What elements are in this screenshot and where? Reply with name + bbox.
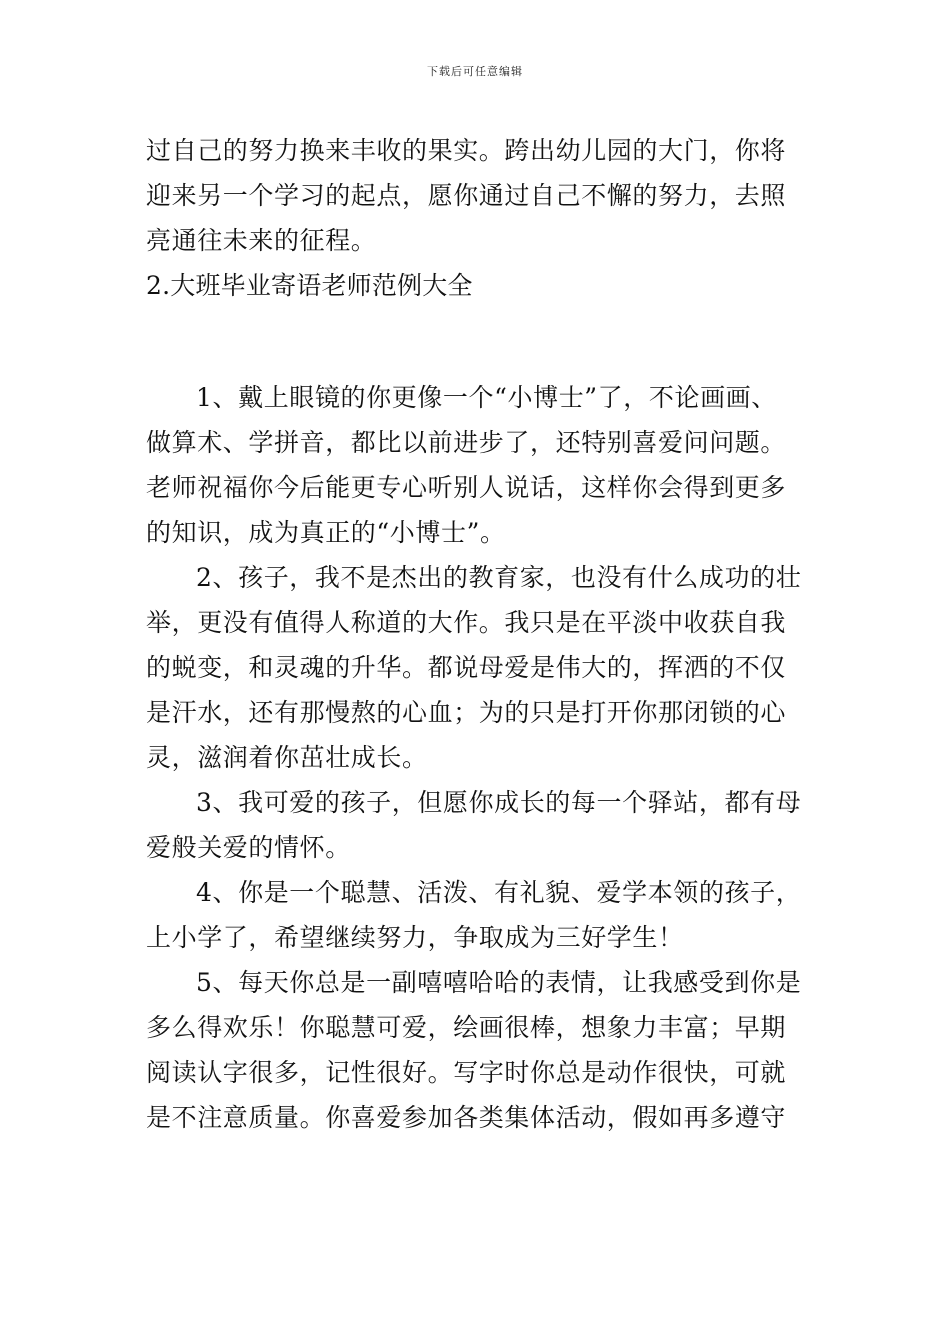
text-line: 是汗水，还有那慢熬的心血；为的只是打开你那闭锁的心 — [146, 698, 787, 727]
paragraph-3 — [146, 780, 810, 870]
paragraph-1 — [146, 375, 810, 555]
section-heading: 2.大班毕业寄语老师范例大全 — [146, 271, 473, 300]
text-line: 1、戴上眼镜的你更像一个“小博士”了，不论画画、 — [196, 383, 777, 412]
blank-space — [146, 308, 810, 375]
paragraph-2 — [146, 555, 810, 780]
document-body — [146, 128, 810, 1140]
text-line: 做算术、学拼音，都比以前进步了，还特别喜爱问问题。 — [146, 428, 787, 457]
text-line: 亮通往未来的征程。 — [146, 226, 377, 255]
text-line: 4、你是一个聪慧、活泼、有礼貌、爱学本领的孩子， — [196, 878, 802, 907]
text-line: 举，更没有值得人称道的大作。我只是在平淡中收获自我 — [146, 608, 787, 637]
paragraph-5 — [146, 960, 810, 1140]
intro-paragraph — [146, 128, 810, 263]
text-line: 老师祝福你今后能更专心听别人说话，这样你会得到更多 — [146, 473, 787, 502]
text-line: 5、每天你总是一副嘻嘻哈哈的表情，让我感受到你是 — [196, 968, 802, 997]
text-line: 多么得欢乐！你聪慧可爱，绘画很棒，想象力丰富；早期 — [146, 1013, 787, 1042]
text-line: 2、孩子，我不是杰出的教育家，也没有什么成功的壮 — [196, 563, 802, 592]
text-line: 爱般关爱的情怀。 — [146, 833, 351, 862]
text-line: 3、我可爱的孩子，但愿你成长的每一个驿站，都有母 — [196, 788, 802, 817]
text-line: 阅读认字很多，记性很好。写字时你总是动作很快，可就 — [146, 1058, 787, 1087]
text-line: 上小学了，希望继续努力，争取成为三好学生！ — [146, 923, 684, 952]
text-line: 灵，滋润着你茁壮成长。 — [146, 743, 428, 772]
header-note: 下载后可任意编辑 — [427, 65, 523, 78]
text-line: 的知识，成为真正的“小博士”。 — [146, 518, 506, 547]
paragraph-4 — [146, 870, 810, 960]
text-line: 过自己的努力换来丰收的果实。跨出幼儿园的大门，你将 — [146, 136, 787, 165]
text-line: 迎来另一个学习的起点，愿你通过自己不懈的努力，去照 — [146, 181, 787, 210]
text-line: 是不注意质量。你喜爱参加各类集体活动，假如再多遵守 — [146, 1103, 787, 1132]
text-line: 的蜕变，和灵魂的升华。都说母爱是伟大的，挥洒的不仅 — [146, 653, 787, 682]
